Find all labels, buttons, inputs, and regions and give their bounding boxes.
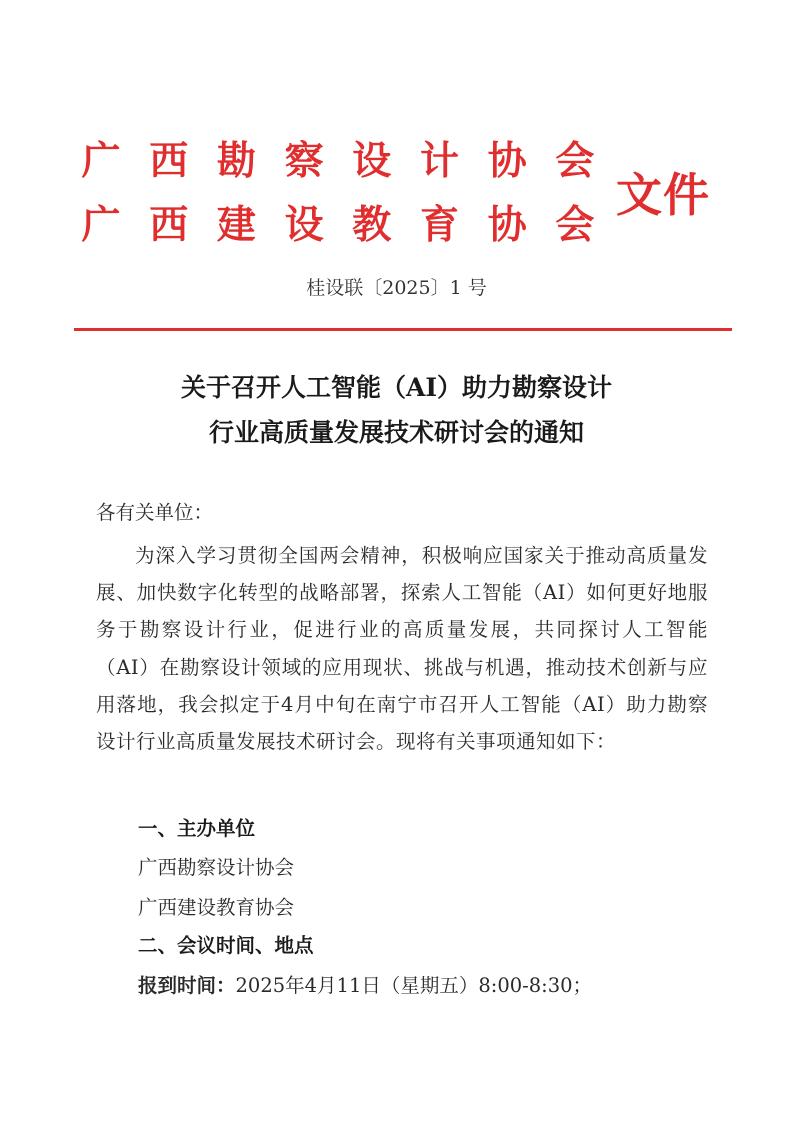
org-name-construction-education-association [78, 202, 598, 248]
org1-char: 西 [149, 138, 189, 184]
organizer-item: 广西勘察设计协会 [138, 856, 295, 879]
org1-char: 勘 [216, 138, 256, 184]
section-heading-time-location: 二、会议时间、地点 [138, 934, 314, 957]
org2-char: 会 [555, 202, 595, 248]
salutation: 各有关单位： [96, 501, 214, 524]
intro-paragraph: 为深入学习贯彻全国两会精神，积极响应国家关于推动高质量发展、加快数字化转型的战略部署，探索人工智能（AI）如何更好地服务于勘察设计行业，促进行业的高质量发展，共同探讨人工智能（AI）在勘察设计领域的应用现状、挑战与机遇，推动技术创新与应用落地，我会拟定于4月中旬在南宁市召开人工智能（AI）助力勘察设计行业高质量发展技术研讨会。现将有关事项通知如下： [96, 544, 708, 754]
document-header [78, 138, 728, 258]
document-number: 桂设联〔2025〕1 号 [306, 277, 487, 299]
checkin-time-row [138, 971, 592, 1001]
org-name-survey-design-association [78, 138, 598, 184]
checkin-time-label: 报到时间： [138, 974, 236, 997]
section-heading-organizers: 一、主办单位 [138, 817, 256, 840]
org2-char: 协 [487, 202, 527, 248]
checkin-time-value: 2025年4月11日（星期五）8:00-8:30； [235, 974, 593, 997]
org1-char: 协 [487, 138, 527, 184]
org2-char: 广 [81, 202, 121, 248]
org1-char: 计 [420, 138, 460, 184]
org1-char: 察 [284, 138, 324, 184]
notice-title-line-2: 行业高质量发展技术研讨会的通知 [208, 418, 584, 447]
organizer-item: 广西建设教育协会 [138, 896, 295, 919]
org2-char: 教 [352, 202, 392, 248]
notice-title-line-1: 关于召开人工智能（AI）助力勘察设计 [180, 373, 613, 402]
document-type-label: 文件 [616, 168, 710, 222]
org2-char: 建 [216, 202, 256, 248]
red-divider [74, 328, 732, 331]
org2-char: 育 [420, 202, 460, 248]
org1-char: 会 [555, 138, 595, 184]
org2-char: 设 [284, 202, 324, 248]
org2-char: 西 [149, 202, 189, 248]
org1-char: 广 [81, 138, 121, 184]
org1-char: 设 [352, 138, 392, 184]
